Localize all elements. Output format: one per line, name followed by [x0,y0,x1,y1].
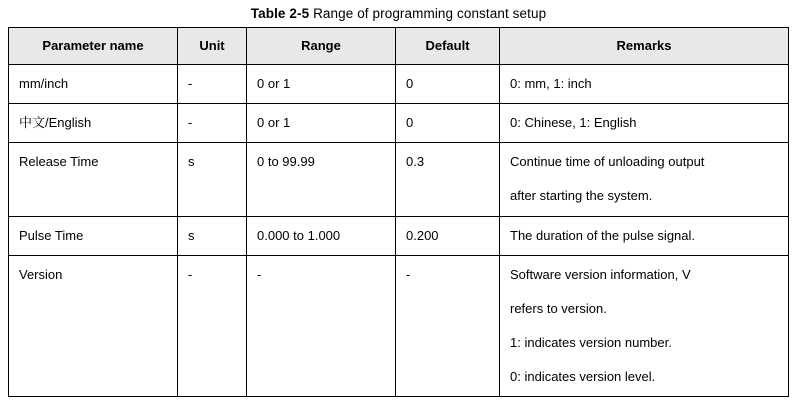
cell-parameter-name: Version [9,255,178,397]
cell-unit: s [178,143,247,216]
remark-line: after starting the system. [510,188,653,204]
table-row [9,255,789,397]
table-row [9,143,789,216]
cell-remarks [500,65,789,104]
column-header-parameter-name: Parameter name [9,28,178,65]
cell-parameter-name: Pulse Time [9,216,178,255]
cell-default: - [396,255,500,397]
cell-default: 0 [396,65,500,104]
cell-default: 0.3 [396,143,500,216]
remark-line: 1: indicates version number. [510,334,672,350]
column-header-default: Default [396,28,500,65]
column-header-range: Range [247,28,396,65]
cell-remarks [500,104,789,143]
remark-line: Continue time of unloading output [510,154,705,170]
table-caption-text: Range of programming constant setup [313,6,547,21]
cell-remarks [500,255,789,397]
table-caption [0,0,797,27]
cell-parameter-name: mm/inch [9,65,178,104]
table-row [9,65,789,104]
cell-parameter-name: Release Time [9,143,178,216]
remark-line: 0: Chinese, 1: English [510,115,637,131]
cell-default: 0 [396,104,500,143]
cell-remarks [500,216,789,255]
cell-unit: - [178,65,247,104]
cell-remarks [500,143,789,216]
table-caption-label: Table 2-5 [250,6,310,21]
cell-unit: s [178,216,247,255]
table-header [9,28,789,65]
remark-line: Software version information, V [510,266,691,282]
cell-range: 0.000 to 1.000 [247,216,396,255]
remark-line: The duration of the pulse signal. [510,227,696,243]
cell-range: 0 or 1 [247,65,396,104]
cell-unit: - [178,255,247,397]
cell-default: 0.200 [396,216,500,255]
column-header-remarks: Remarks [500,28,789,65]
remark-line: 0: mm, 1: inch [510,76,592,91]
programming-constant-table [8,27,789,397]
table-row [9,216,789,255]
cell-range: 0 or 1 [247,104,396,143]
cell-range: - [247,255,396,397]
cell-range: 0 to 99.99 [247,143,396,216]
cell-parameter-name: 中文/English [9,104,178,143]
table-header-row [9,28,789,65]
cell-unit: - [178,104,247,143]
remark-line: 0: indicates version level. [510,369,656,385]
column-header-unit: Unit [178,28,247,65]
remark-line: refers to version. [510,300,607,316]
table-body [9,65,789,397]
table-row [9,104,789,143]
